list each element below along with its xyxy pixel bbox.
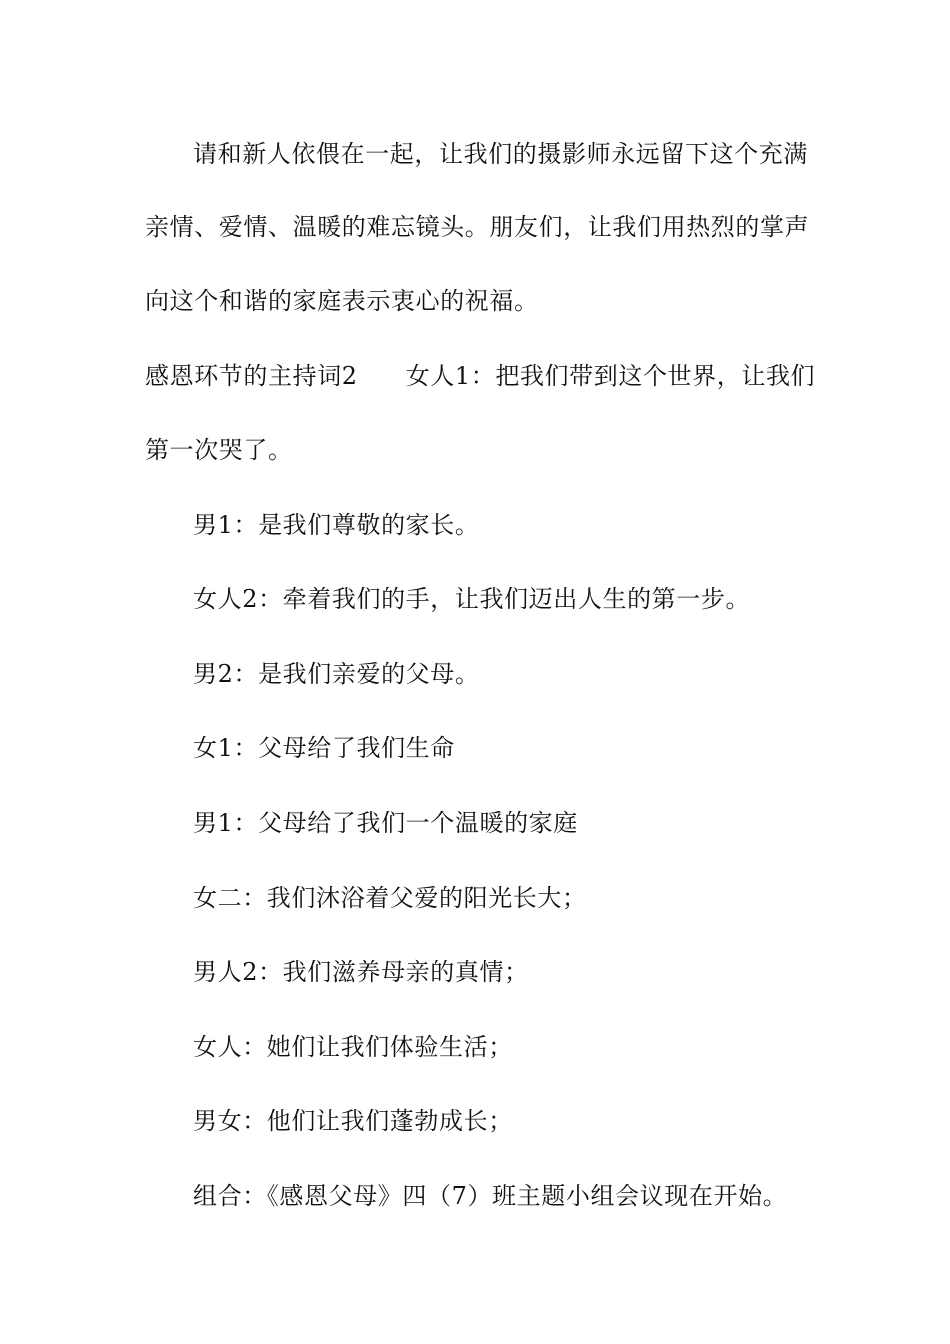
dialogue-line: 女人：她们让我们体验生活； [193, 1033, 513, 1061]
dialogue-line: 男2：是我们亲爱的父母。 [193, 660, 480, 688]
dialogue-line: 男人2：我们滋养母亲的真情； [193, 958, 529, 986]
dialogue-line: 女人2：牵着我们的手，让我们迈出人生的第一步。 [193, 585, 751, 613]
dialogue-line: 男1：父母给了我们一个温暖的家庭 [193, 809, 578, 837]
dialogue-line: 组合：《感恩父母》四（7）班主题小组会议现在开始。 [193, 1182, 788, 1210]
paragraph-line: 请和新人依偎在一起，让我们的摄影师永远留下这个充满 [193, 140, 808, 168]
dialogue-line: 女二：我们沐浴着父爱的阳光长大； [193, 884, 587, 912]
section-heading-line [145, 361, 815, 391]
section-title: 感恩环节的主持词2 [145, 362, 358, 390]
dialogue-line: 男1：是我们尊敬的家长。 [193, 511, 480, 539]
paragraph-line: 亲情、爱情、温暖的难忘镜头。朋友们，让我们用热烈的掌声 [145, 213, 810, 241]
dialogue-line: 男女：他们让我们蓬勃成长； [193, 1107, 513, 1135]
dialogue-line: 女1：父母给了我们生命 [193, 734, 455, 762]
dialogue-text: 女人1：把我们带到这个世界，让我们 [405, 362, 816, 390]
paragraph-line: 向这个和谐的家庭表示衷心的祝福。 [145, 287, 539, 315]
paragraph-line: 第一次哭了。 [145, 436, 293, 464]
